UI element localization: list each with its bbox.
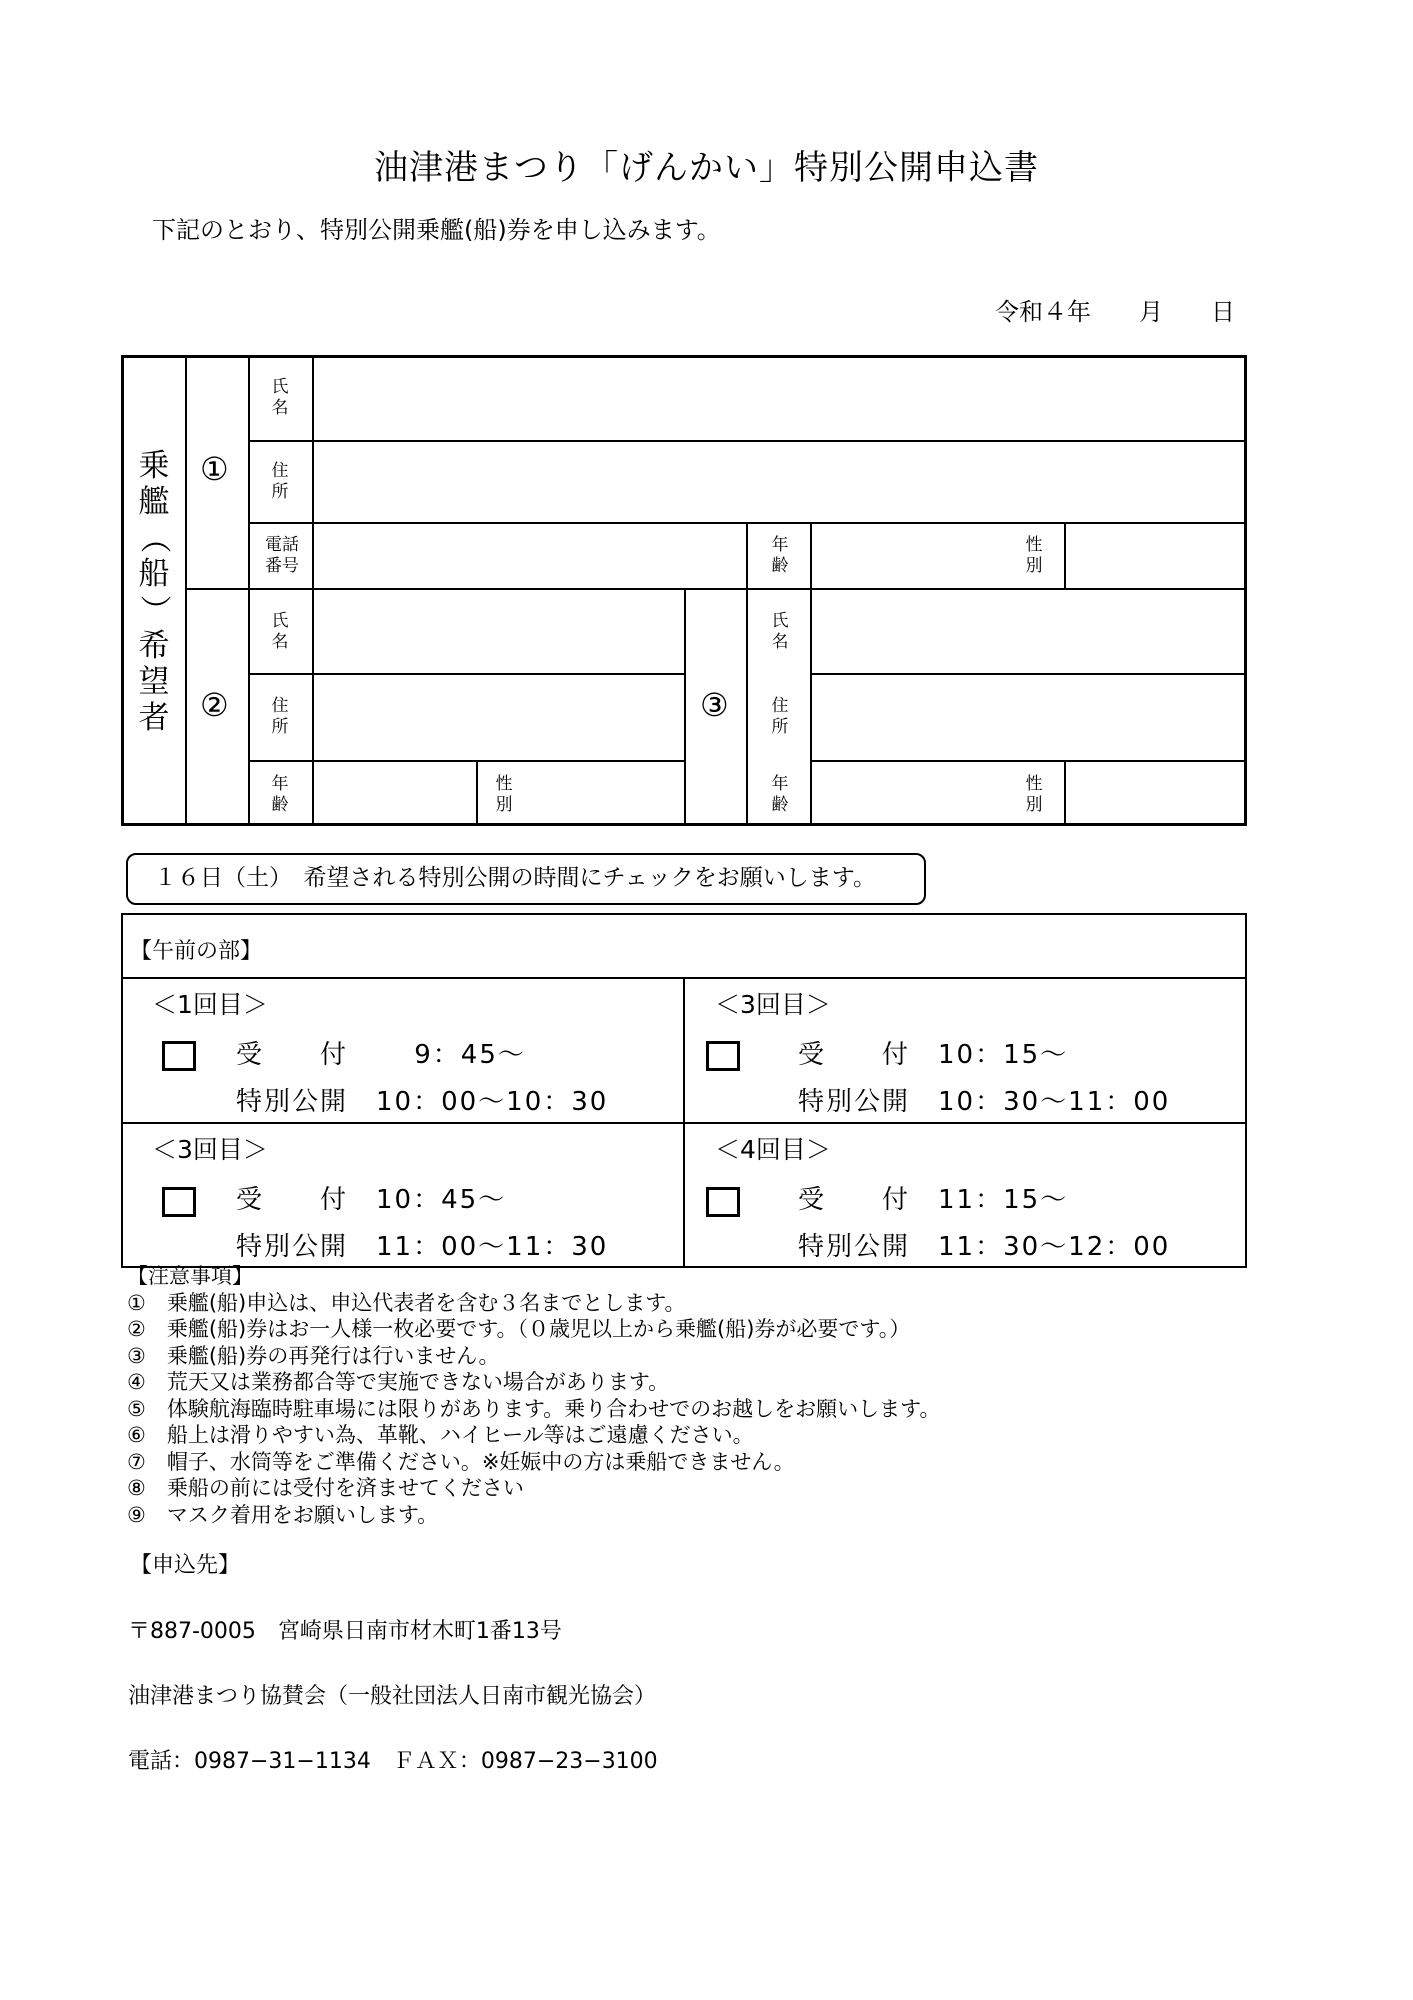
person2-name-field[interactable] [314,590,684,673]
note-item: ④ 荒天又は業務都合等で実施できない場合があります。 [127,1370,670,1394]
person2-number: ② [200,686,229,724]
address-label: 住 所 [771,696,789,737]
grid-line [185,355,187,825]
slot-reception-time: 受 付 10：15〜 [798,1040,1069,1070]
apply-header: 【申込先】 [130,1553,241,1578]
person1-name-field[interactable] [314,357,1244,440]
note-item: ⑨ マスク着用をお願いします。 [127,1502,439,1527]
grid-line [121,913,1247,915]
grid-line [248,355,250,825]
grid-line [684,588,686,825]
slot3-checkbox[interactable] [162,1187,196,1217]
person1-age-field[interactable] [812,524,1064,588]
side-char: 者 [138,700,170,736]
slot-public-time: 特別公開 10：30〜11：00 [798,1087,1171,1117]
sex-label: 性 別 [495,774,513,815]
slot-title: ＜3回目＞ [715,990,831,1019]
slot-reception-time: 受 付 11：15〜 [798,1185,1069,1215]
slot-title: ＜3回目＞ [152,1135,268,1164]
slot-public-time: 特別公開 11：30〜12：00 [798,1232,1171,1262]
slot-public-time: 特別公開 11：00〜11：30 [236,1232,609,1262]
side-char: 艦 [138,484,170,520]
side-char: 船 [138,556,170,592]
form-border-right [1244,355,1247,826]
page-title: 油津港まつり「げんかい」特別公開申込書 [374,148,1039,188]
slot-title: ＜4回目＞ [715,1135,831,1164]
person2-sex-field[interactable] [534,762,684,823]
notes-header: 【注意事項】 [127,1264,253,1288]
name-label: 氏 名 [771,611,789,652]
person3-age-field[interactable] [812,762,1064,823]
person3-sex-field[interactable] [1066,762,1244,823]
apply-contact: 電話：0987−31−1134 ＦＡＸ：0987−23−3100 [128,1749,658,1774]
slot1-checkbox[interactable] [162,1041,196,1071]
side-char: ） [136,594,172,626]
grid-line [746,522,748,825]
address-label: 住 所 [271,461,289,502]
address-label: 住 所 [271,696,289,737]
side-char: 望 [138,664,170,700]
person2-address-field[interactable] [314,675,684,760]
apply-address: 〒887-0005 宮崎県日南市材木町1番13号 [128,1619,562,1644]
side-char: （ [136,522,172,554]
notes-section [127,1263,940,1528]
age-label: 年 齢 [271,774,289,815]
slot-reception-time: 受 付 9：45〜 [236,1040,526,1070]
person1-phone-field[interactable] [314,524,746,588]
note-item: ⑤ 体験航海臨時駐車場には限りがあります。乗り合わせでのお越しをお願いします。 [127,1396,941,1421]
apply-organization: 油津港まつり協賛会（一般社団法人日南市観光協会） [128,1684,657,1709]
person3-address-field[interactable] [812,675,1244,760]
person2-age-field[interactable] [314,762,476,823]
note-item: ⑦ 帽子、水筒等をご準備ください。※妊娠中の方は乗船できません。 [127,1449,795,1474]
intro-text: 下記のとおり、特別公開乗艦(船)券を申し込みます。 [152,216,721,244]
note-item: ⑥ 船上は滑りやすい為、革靴、ハイヒール等はご遠慮ください。 [127,1423,754,1447]
person1-sex-field[interactable] [1066,524,1244,588]
morning-section-header: 【午前の部】 [130,939,263,964]
slot-reception-time: 受 付 10：45〜 [236,1185,507,1215]
person3-number: ③ [700,686,729,724]
grid-line [476,760,478,825]
note-item: ② 乗艦(船)券はお一人様一枚必要です。（０歳児以上から乗艦(船)券が必要です。） [127,1317,911,1341]
side-char: 希 [138,628,170,664]
sex-label: 性 別 [1025,774,1043,815]
person3-name-field[interactable] [812,590,1244,673]
slot2-checkbox[interactable] [706,1041,740,1071]
grid-line [1245,913,1247,1268]
sex-label: 性 別 [1025,535,1043,576]
phone-label: 電話 番号 [265,535,299,576]
applicant-side-label [124,448,184,736]
side-char: 乗 [138,448,170,484]
date-line: 令和４年 月 日 [995,298,1235,326]
slot-public-time: 特別公開 10：00〜10：30 [236,1087,609,1117]
age-label: 年 齢 [771,535,789,576]
name-label: 氏 名 [271,611,289,652]
note-item: ③ 乗艦(船)券の再発行は行いません。 [127,1343,500,1368]
person1-number: ① [200,450,229,488]
note-item: ⑧ 乗船の前には受付を済ませてください [127,1476,524,1500]
date-notice-box: １６日（土） 希望される特別公開の時間にチェックをお願いします。 [126,853,926,905]
name-label: 氏 名 [271,377,289,418]
slot4-checkbox[interactable] [706,1187,740,1217]
age-label: 年 齢 [771,774,789,815]
person1-address-field[interactable] [314,442,1244,522]
note-item: ① 乗艦(船)申込は、申込代表者を含む３名までとします。 [127,1290,686,1315]
grid-line [121,913,123,1268]
slot-title: ＜1回目＞ [152,990,268,1019]
grid-line [683,977,685,1268]
